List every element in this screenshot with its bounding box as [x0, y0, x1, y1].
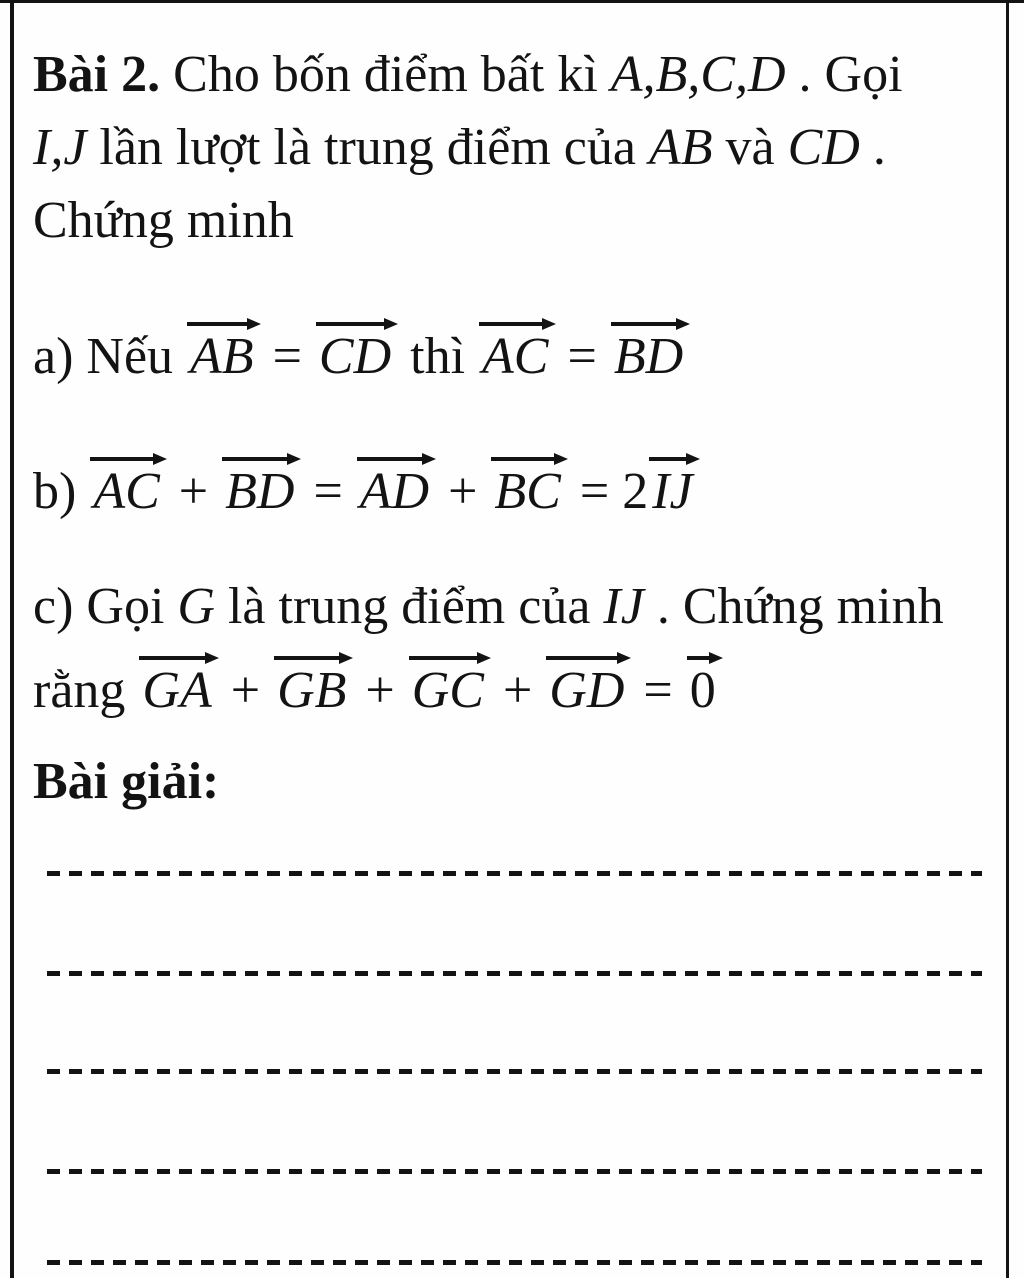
vector-GA: GA — [139, 647, 216, 717]
text-segment: và — [712, 119, 788, 176]
text-segment: thì — [397, 328, 479, 385]
text-segment: c) Gọi — [33, 578, 178, 635]
vector-AB: AB — [187, 313, 259, 383]
part-c-statement — [33, 567, 984, 731]
text-segment: b) — [33, 463, 90, 520]
part-b-equation — [33, 448, 984, 521]
plus-sign: + — [489, 662, 546, 719]
vector-CD: CD — [316, 313, 396, 383]
vector-AD: AD — [357, 448, 434, 518]
problem-statement — [33, 38, 984, 257]
text-segment: . Gọi — [785, 46, 903, 103]
statement-line-1 — [33, 38, 984, 111]
text-segment: Cho bốn điểm bất kì — [160, 46, 611, 103]
vector-zero: 0 — [687, 647, 721, 717]
vector-BD: BD — [222, 448, 299, 518]
math-points: A,B,C,D — [610, 46, 786, 103]
plus-sign: + — [217, 662, 274, 719]
answer-line — [47, 1260, 982, 1265]
part-c-line-2 — [33, 647, 984, 731]
plus-sign: + — [352, 662, 408, 719]
vector-GB: GB — [274, 647, 351, 717]
vector-BC: BC — [491, 448, 565, 518]
vector-BD: BD — [611, 313, 688, 383]
math-segment-AB: AB — [648, 119, 713, 176]
statement-line-3 — [33, 184, 984, 257]
vector-AC: AC — [90, 448, 164, 518]
text-segment: Chứng minh — [33, 192, 294, 249]
part-c-line-1 — [33, 567, 984, 647]
math-point-G: G — [177, 578, 215, 635]
statement-line-2 — [33, 111, 984, 184]
text-segment: rằng — [33, 662, 139, 719]
text-segment: là trung điểm của — [214, 578, 604, 635]
vector-IJ: IJ — [649, 448, 697, 518]
vector-GD: GD — [546, 647, 629, 717]
page-border-right — [1006, 0, 1009, 1278]
plus-sign: + — [435, 463, 491, 520]
plus-sign: + — [165, 463, 222, 520]
page-border-left — [10, 0, 14, 1278]
text-segment: a) Nếu — [33, 328, 187, 385]
equals-coefficient: = 2 — [566, 463, 649, 520]
math-segment-CD: CD — [787, 119, 860, 176]
answer-line — [47, 971, 982, 976]
text-segment: lần lượt là trung điểm của — [86, 119, 649, 176]
math-segment-IJ: IJ — [603, 578, 644, 635]
equals-sign: = — [630, 662, 686, 719]
answer-line — [47, 1069, 982, 1074]
vector-AC: AC — [479, 313, 553, 383]
answer-line — [47, 1169, 982, 1174]
part-a-equation — [33, 313, 984, 386]
text-segment: . — [859, 119, 886, 176]
solution-heading: Bài giải: — [33, 753, 220, 810]
page-border-top — [0, 0, 1024, 3]
equals-sign: = — [554, 328, 610, 385]
text-segment: . Chứng minh — [643, 578, 944, 635]
vector-GC: GC — [409, 647, 489, 717]
equals-sign: = — [300, 463, 356, 520]
equals-sign: = — [259, 328, 315, 385]
math-midpoints: I,J — [33, 119, 87, 176]
answer-line — [47, 871, 982, 876]
problem-label: Bài 2. — [33, 46, 161, 103]
